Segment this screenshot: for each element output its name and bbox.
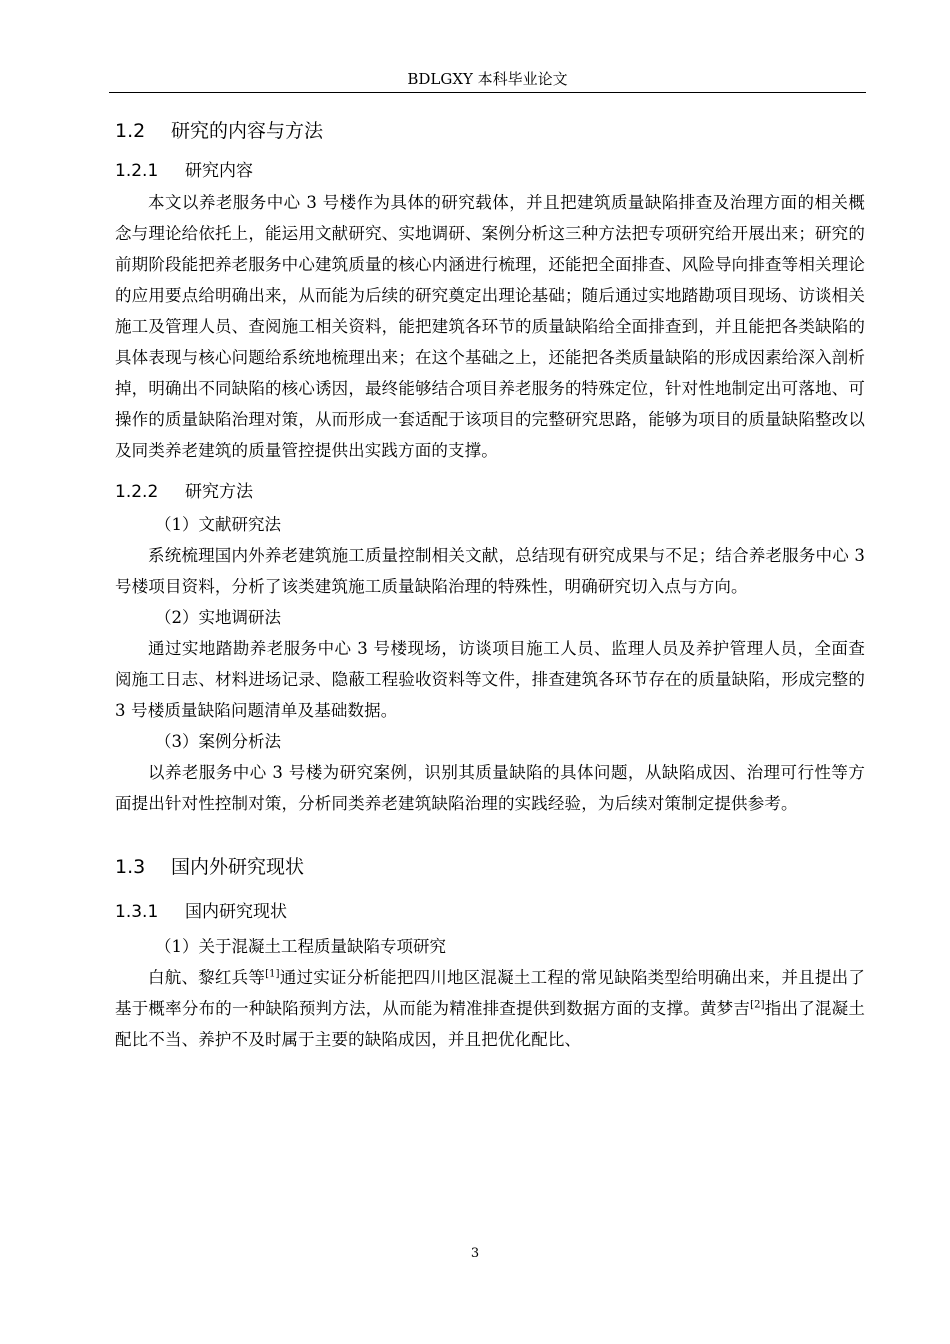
section-number: 1.3.1 xyxy=(115,902,159,922)
method-1-text: 系统梳理国内外养老建筑施工质量控制相关文献，总结现有研究成果与不足；结合养老服务中心 3 号楼项目资料，分析了该类建筑施工质量缺陷治理的特殊性，明确研究切入点与方向。 xyxy=(115,546,865,596)
citation-ref-2[interactable]: [2] xyxy=(750,999,765,1011)
page-number: 3 xyxy=(470,1246,480,1261)
method-3-text: 以养老服务中心 3 号楼为研究案例，识别其质量缺陷的具体问题，从缺陷成因、治理可行性等方面提出针对性控制对策，分析同类养老建筑缺陷治理的实践经验，为后续对策制定提供参考。 xyxy=(115,763,865,813)
method-1-title: （1）文献研究法 xyxy=(155,515,281,534)
section-heading-1-3 xyxy=(115,852,865,882)
domestic-topic-1-title: （1）关于混凝土工程质量缺陷专项研究 xyxy=(155,937,446,956)
section-heading-1-2 xyxy=(115,116,865,146)
text-segment: 白航、黎红兵等 xyxy=(148,968,266,987)
section-heading-1-3-1 xyxy=(115,898,865,926)
text-segment: 通过实证分析能把四川地区混凝土工程的常见缺陷类型给明确出来，并且提出了基于概率分布的一种缺陷预判方法，从而能为精准排查提供到数据方面的支撑。黄梦吉 xyxy=(115,968,865,1018)
section-title: 研究的内容与方法 xyxy=(171,120,324,142)
running-header: BDLGXY 本科毕业论文 xyxy=(109,68,866,93)
section-heading-1-2-1 xyxy=(115,157,865,185)
method-2-title: （2）实地调研法 xyxy=(155,608,281,627)
section-title: 研究内容 xyxy=(185,161,253,181)
page-body xyxy=(115,112,865,1055)
paragraph-research-content: 本文以养老服务中心 3 号楼作为具体的研究载体，并且把建筑质量缺陷排查及治理方面的相关概念与理论给依托上，能运用文献研究、实地调研、案例分析这三种方法把专项研究给开展出来；研究的前期阶段能把养老服务中心建筑质量的核心内涵进行梳理，还能把全面排查、风险导向排查等相关理论的应用要点给明确出来，从而能为后续的研究奠定出理论基础；随后通过实地踏勘项目现场、访谈相关施工及管理人员、查阅施工相关资料，能把建筑各环节的质量缺陷给全面排查到，并且能把各类缺陷的具体表现与核心问题给系统地梳理出来；在这个基础之上，还能把各类质量缺陷的形成因素给深入剖析掉，明确出不同缺陷的核心诱因，最终能够结合项目养老服务的特殊定位，针对性地制定出可落地、可操作的质量缺陷治理对策，从而形成一套适配于该项目的完整研究思路，能够为项目的质量缺陷整改以及同类养老建筑的质量管控提供出实践方面的支撑。 xyxy=(115,193,865,460)
section-title: 国内外研究现状 xyxy=(171,856,305,878)
method-2-text: 通过实地踏勘养老服务中心 3 号楼现场，访谈项目施工人员、监理人员及养护管理人员，全面查阅施工日志、材料进场记录、隐蔽工程验收资料等文件，排查建筑各环节存在的质量缺陷，形成完整的 3 号楼质量缺陷问题清单及基础数据。 xyxy=(115,639,865,720)
section-number: 1.2.1 xyxy=(115,161,159,181)
section-number: 1.2.2 xyxy=(115,482,159,502)
section-number: 1.3 xyxy=(115,856,146,878)
citation-ref-1[interactable]: [1] xyxy=(265,968,280,980)
section-heading-1-2-2 xyxy=(115,478,865,506)
domestic-topic-1-text xyxy=(115,962,865,1055)
method-3-title: （3）案例分析法 xyxy=(155,732,281,751)
text-segment: 指出了混凝土配比不当、养护不及时属于主要的缺陷成因，并且把优化配比、 xyxy=(115,999,865,1049)
section-title: 国内研究现状 xyxy=(185,902,287,922)
section-title: 研究方法 xyxy=(185,482,253,502)
section-number: 1.2 xyxy=(115,120,146,142)
